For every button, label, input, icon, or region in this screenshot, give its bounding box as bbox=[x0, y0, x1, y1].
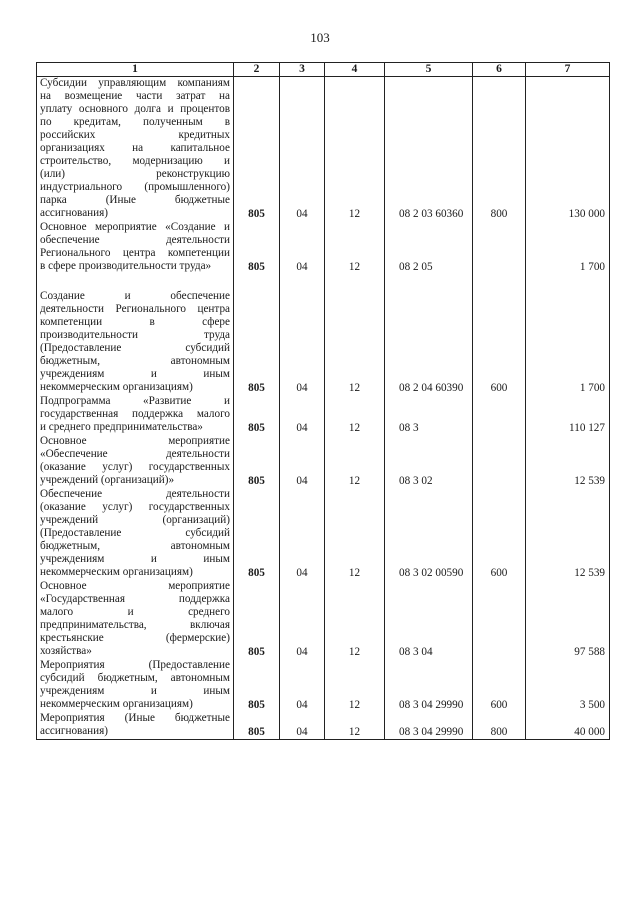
expense-type-cell bbox=[473, 395, 526, 435]
section-code-cell: 04 bbox=[280, 435, 325, 488]
department-code-cell: 805 bbox=[234, 77, 280, 222]
description-line: по кредитам, полученным в bbox=[40, 116, 230, 128]
expense-type-cell bbox=[473, 221, 526, 274]
budget-table bbox=[36, 62, 610, 740]
table-row bbox=[37, 580, 610, 659]
target-article-cell: 08 3 04 bbox=[385, 580, 473, 659]
amount-cell: 1 700 bbox=[526, 221, 610, 274]
expense-type-cell: 600 bbox=[473, 659, 526, 712]
row-description bbox=[37, 395, 234, 435]
description-line: Мероприятия (Предоставление bbox=[40, 659, 230, 671]
amount-cell: 110 127 bbox=[526, 395, 610, 435]
expense-type-cell: 600 bbox=[473, 488, 526, 580]
department-code-cell: 805 bbox=[234, 395, 280, 435]
description-line: некоммерческим организациям) bbox=[40, 698, 193, 710]
department-code-cell: 805 bbox=[234, 712, 280, 740]
amount-cell: 97 588 bbox=[526, 580, 610, 659]
table-row bbox=[37, 435, 610, 488]
subsection-code-cell: 12 bbox=[325, 580, 385, 659]
target-article-cell: 08 2 03 60360 bbox=[385, 77, 473, 222]
department-code-cell: 805 bbox=[234, 488, 280, 580]
description-line: Основное мероприятие «Создание и bbox=[40, 221, 230, 233]
description-line: (или) реконструкцию bbox=[40, 168, 230, 180]
description-line: строительство, модернизацию и bbox=[40, 155, 230, 167]
description-line: Подпрограмма «Развитие и bbox=[40, 395, 230, 407]
expense-type-cell bbox=[473, 435, 526, 488]
expense-type-cell: 800 bbox=[473, 77, 526, 222]
subsection-code-cell: 12 bbox=[325, 221, 385, 274]
header-col-6: 6 bbox=[473, 63, 526, 77]
gap-cell bbox=[526, 274, 610, 290]
section-code-cell: 04 bbox=[280, 77, 325, 222]
header-col-1: 1 bbox=[37, 63, 234, 77]
section-code-cell: 04 bbox=[280, 290, 325, 395]
description-line: малого и среднего bbox=[40, 606, 230, 618]
description-line: ассигнования) bbox=[40, 207, 108, 219]
table-row bbox=[37, 712, 610, 740]
description-line: некоммерческим организациям) bbox=[40, 566, 193, 578]
department-code-cell: 805 bbox=[234, 435, 280, 488]
page-number: 103 bbox=[310, 30, 330, 45]
description-line: хозяйства» bbox=[40, 645, 92, 657]
row-description bbox=[37, 221, 234, 274]
gap-cell bbox=[325, 274, 385, 290]
description-line: крестьянские (фермерские) bbox=[40, 632, 230, 644]
description-line: Основное мероприятие bbox=[40, 435, 230, 447]
table-row bbox=[37, 221, 610, 274]
header-col-3: 3 bbox=[280, 63, 325, 77]
row-description bbox=[37, 580, 234, 659]
section-code-cell: 04 bbox=[280, 712, 325, 740]
description-line: Основное мероприятие bbox=[40, 580, 230, 592]
description-line: «Обеспечение деятельности bbox=[40, 448, 230, 460]
subsection-code-cell: 12 bbox=[325, 712, 385, 740]
section-code-cell: 04 bbox=[280, 580, 325, 659]
description-line: на возмещение части затрат на bbox=[40, 90, 230, 102]
description-line: ассигнования) bbox=[40, 725, 108, 737]
target-article-cell: 08 3 02 bbox=[385, 435, 473, 488]
target-article-cell: 08 3 bbox=[385, 395, 473, 435]
row-description bbox=[37, 488, 234, 580]
target-article-cell: 08 3 04 29990 bbox=[385, 712, 473, 740]
expense-type-cell: 800 bbox=[473, 712, 526, 740]
budget-table-container bbox=[36, 62, 609, 740]
amount-cell: 12 539 bbox=[526, 488, 610, 580]
description-line: производительности труда bbox=[40, 329, 230, 341]
description-line: в сфере производительности труда» bbox=[40, 260, 212, 272]
description-line: бюджетным, автономным bbox=[40, 355, 230, 367]
table-body bbox=[37, 77, 610, 740]
description-line: государственная поддержка малого bbox=[40, 408, 230, 420]
section-code-cell: 04 bbox=[280, 395, 325, 435]
description-line: (Предоставление субсидий bbox=[40, 527, 230, 539]
row-description bbox=[37, 435, 234, 488]
description-line: уплату основного долга и процентов bbox=[40, 103, 230, 115]
header-col-7: 7 bbox=[526, 63, 610, 77]
subsection-code-cell: 12 bbox=[325, 488, 385, 580]
table-row bbox=[37, 290, 610, 395]
description-line: некоммерческим организациям) bbox=[40, 381, 193, 393]
description-line: «Государственная поддержка bbox=[40, 593, 230, 605]
subsection-code-cell: 12 bbox=[325, 435, 385, 488]
table-row bbox=[37, 77, 610, 222]
description-line: (Предоставление субсидий bbox=[40, 342, 230, 354]
description-line: и среднего предпринимательства» bbox=[40, 421, 203, 433]
gap-cell bbox=[385, 274, 473, 290]
description-line: бюджетным, автономным bbox=[40, 540, 230, 552]
description-line: российских кредитных bbox=[40, 129, 230, 141]
gap-cell bbox=[473, 274, 526, 290]
description-line: учреждений (организаций) bbox=[40, 514, 230, 526]
description-line: индустриального (промышленного) bbox=[40, 181, 230, 193]
section-code-cell: 04 bbox=[280, 221, 325, 274]
table-row bbox=[37, 395, 610, 435]
description-line: обеспечение деятельности bbox=[40, 234, 230, 246]
target-article-cell: 08 2 04 60390 bbox=[385, 290, 473, 395]
description-line: Создание и обеспечение bbox=[40, 290, 230, 302]
header-col-2: 2 bbox=[234, 63, 280, 77]
description-line: (оказание услуг) государственных bbox=[40, 461, 230, 473]
department-code-cell: 805 bbox=[234, 290, 280, 395]
department-code-cell: 805 bbox=[234, 659, 280, 712]
description-line: Субсидии управляющим компаниям bbox=[40, 77, 230, 89]
section-code-cell: 04 bbox=[280, 659, 325, 712]
description-line: учреждений (организаций)» bbox=[40, 474, 175, 486]
department-code-cell: 805 bbox=[234, 221, 280, 274]
description-line: учреждениям и иным bbox=[40, 685, 230, 697]
description-line: предпринимательства, включая bbox=[40, 619, 230, 631]
amount-cell: 3 500 bbox=[526, 659, 610, 712]
description-line: компетенции в сфере bbox=[40, 316, 230, 328]
description-line: Мероприятия (Иные бюджетные bbox=[40, 712, 230, 724]
subsection-code-cell: 12 bbox=[325, 290, 385, 395]
target-article-cell: 08 3 04 29990 bbox=[385, 659, 473, 712]
target-article-cell: 08 3 02 00590 bbox=[385, 488, 473, 580]
subsection-code-cell: 12 bbox=[325, 77, 385, 222]
gap-cell bbox=[234, 274, 280, 290]
amount-cell: 12 539 bbox=[526, 435, 610, 488]
row-description bbox=[37, 659, 234, 712]
row-description bbox=[37, 290, 234, 395]
subsection-code-cell: 12 bbox=[325, 659, 385, 712]
table-header-row bbox=[37, 63, 610, 77]
description-line: субсидий бюджетным, автономным bbox=[40, 672, 230, 684]
description-line: Регионального центра компетенции bbox=[40, 247, 230, 259]
section-code-cell: 04 bbox=[280, 488, 325, 580]
table-row bbox=[37, 488, 610, 580]
description-line: Обеспечение деятельности bbox=[40, 488, 230, 500]
gap-cell bbox=[280, 274, 325, 290]
row-description bbox=[37, 712, 234, 740]
amount-cell: 40 000 bbox=[526, 712, 610, 740]
expense-type-cell: 600 bbox=[473, 290, 526, 395]
expense-type-cell bbox=[473, 580, 526, 659]
description-line: (оказание услуг) государственных bbox=[40, 501, 230, 513]
subsection-code-cell: 12 bbox=[325, 395, 385, 435]
gap-cell bbox=[37, 274, 234, 290]
row-gap bbox=[37, 274, 610, 290]
target-article-cell: 08 2 05 bbox=[385, 221, 473, 274]
header-col-4: 4 bbox=[325, 63, 385, 77]
amount-cell: 1 700 bbox=[526, 290, 610, 395]
description-line: деятельности Регионального центра bbox=[40, 303, 230, 315]
description-line: организациях на капитальное bbox=[40, 142, 230, 154]
description-line: учреждениям и иным bbox=[40, 368, 230, 380]
description-line: учреждениям и иным bbox=[40, 553, 230, 565]
department-code-cell: 805 bbox=[234, 580, 280, 659]
description-line: парка (Иные бюджетные bbox=[40, 194, 230, 206]
amount-cell: 130 000 bbox=[526, 77, 610, 222]
header-col-5: 5 bbox=[385, 63, 473, 77]
row-description bbox=[37, 77, 234, 222]
table-row bbox=[37, 659, 610, 712]
